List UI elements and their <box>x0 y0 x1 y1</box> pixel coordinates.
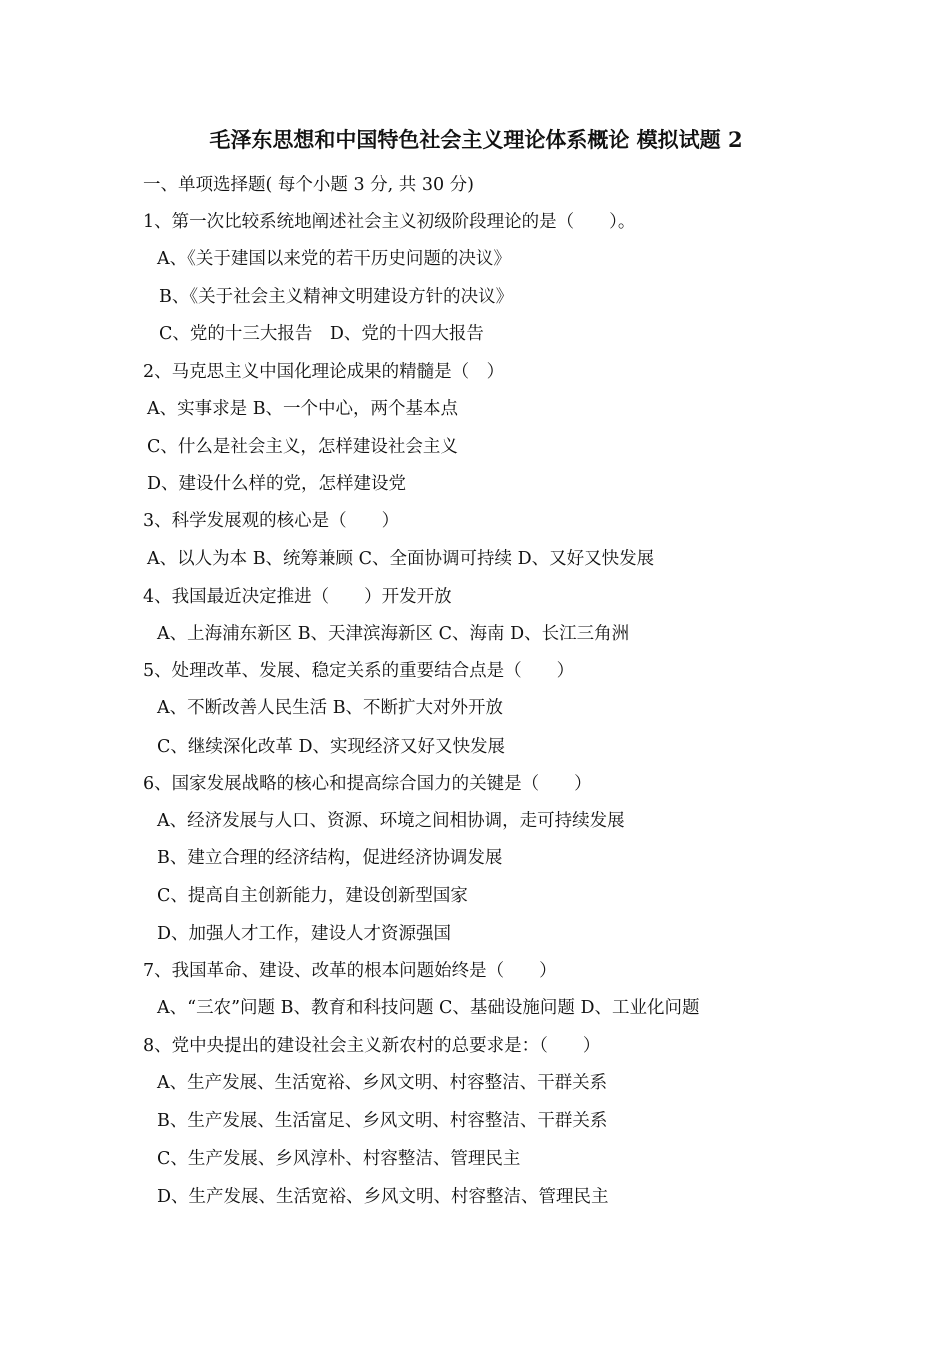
question-8-option: D、生产发展、生活宽裕、乡风文明、村容整洁、管理民主 <box>157 1187 609 1207</box>
question-2-stem: 2、马克思主义中国化理论成果的精髓是（ ） <box>143 362 505 382</box>
question-8-option: C、生产发展、乡风淳朴、村容整洁、管理民主 <box>157 1149 521 1169</box>
question-1-option: A、《关于建国以来党的若干历史问题的决议》 <box>157 249 511 269</box>
question-8-option: B、生产发展、生活富足、乡风文明、村容整洁、干群关系 <box>157 1111 608 1131</box>
question-3-stem: 3、科学发展观的核心是（ ） <box>143 511 400 531</box>
question-2-option: D、建设什么样的党，怎样建设党 <box>147 474 407 494</box>
question-7-option: A、“三农”问题 B、教育和科技问题 C、基础设施问题 D、工业化问题 <box>157 998 700 1018</box>
question-7-stem: 7、我国革命、建设、改革的根本问题始终是（ ） <box>143 961 557 981</box>
question-8-stem: 8、党中央提出的建设社会主义新农村的总要求是：（ ） <box>143 1036 601 1056</box>
question-5-stem: 5、处理改革、发展、稳定关系的重要结合点是（ ） <box>143 661 575 681</box>
question-3-option: A、以人为本 B、统筹兼顾 C、全面协调可持续 D、又好又快发展 <box>147 549 655 569</box>
question-6-option: C、提高自主创新能力，建设创新型国家 <box>157 886 468 906</box>
question-1-option: B、《关于社会主义精神文明建设方针的决议》 <box>159 287 514 307</box>
question-1-option: C、党的十三大报告 D、党的十四大报告 <box>159 324 484 344</box>
question-1-stem: 1、第一次比较系统地阐述社会主义初级阶段理论的是（ ）。 <box>143 212 636 232</box>
question-2-option: A、实事求是 B、一个中心，两个基本点 <box>147 399 459 419</box>
page-title: 毛泽东思想和中国特色社会主义理论体系概论 模拟试题 2 <box>209 127 743 152</box>
question-6-option: A、经济发展与人口、资源、环境之间相协调，走可持续发展 <box>157 811 625 831</box>
question-6-option: B、建立合理的经济结构，促进经济协调发展 <box>157 848 503 868</box>
section-heading: 一、单项选择题( 每个小题 3 分, 共 30 分) <box>143 175 474 195</box>
question-6-option: D、加强人才工作，建设人才资源强国 <box>157 924 452 944</box>
question-2-option: C、什么是社会主义，怎样建设社会主义 <box>147 437 458 457</box>
question-4-stem: 4、我国最近决定推进（ ）开发开放 <box>143 587 452 607</box>
question-8-option: A、生产发展、生活宽裕、乡风文明、村容整洁、干群关系 <box>157 1073 608 1093</box>
question-5-option: A、不断改善人民生活 B、不断扩大对外开放 <box>157 698 504 718</box>
question-6-stem: 6、国家发展战略的核心和提高综合国力的关键是（ ） <box>143 774 592 794</box>
question-4-option: A、上海浦东新区 B、天津滨海新区 C、海南 D、长江三角洲 <box>157 624 630 644</box>
question-5-option: C、继续深化改革 D、实现经济又好又快发展 <box>157 737 505 757</box>
